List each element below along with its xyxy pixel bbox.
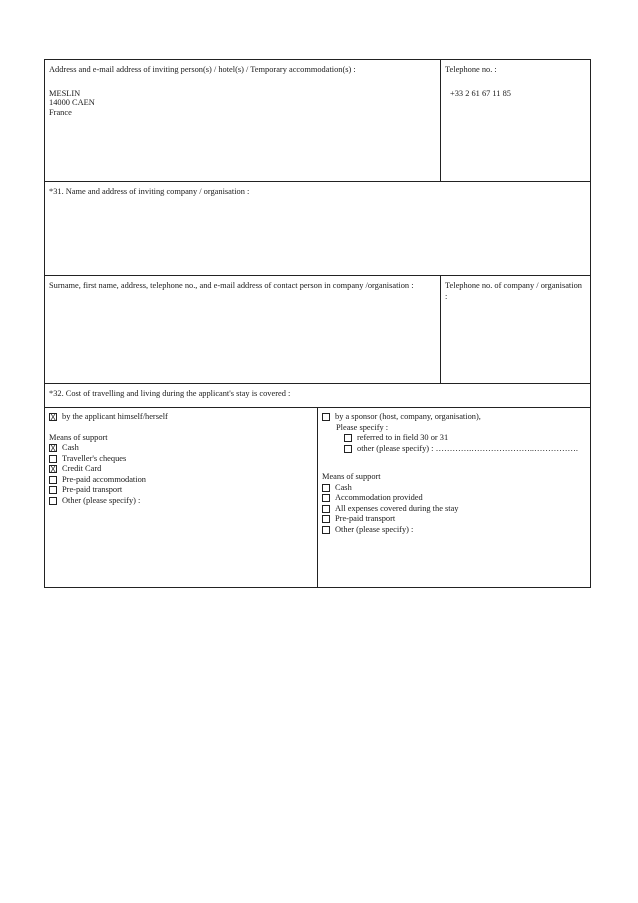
sponsor-means-label: Means of support xyxy=(322,472,381,481)
sponsor-option-other[interactable] xyxy=(322,525,586,536)
checkbox[interactable]: X xyxy=(50,444,56,454)
self-funded-label: by the applicant himself/herself xyxy=(62,412,168,421)
checkbox[interactable] xyxy=(344,445,352,453)
contact-person-label: Surname, first name, address, telephone no., and e-mail address of contact person in company /organisation : xyxy=(49,281,414,290)
option-label: Other (please specify) : xyxy=(335,524,414,534)
sponsor-option-prepaid-transport[interactable] xyxy=(322,514,586,525)
inviting-company-cell[interactable] xyxy=(45,182,590,275)
address-line: France xyxy=(49,107,72,117)
checkbox[interactable] xyxy=(49,486,57,494)
option-label: referred to in field 30 or 31 xyxy=(357,433,449,442)
checkbox[interactable] xyxy=(49,455,57,463)
sponsor-funded-option[interactable] xyxy=(322,412,586,423)
cost-header-row xyxy=(45,384,590,408)
checkbox[interactable] xyxy=(49,497,57,505)
sponsor-specify-other[interactable] xyxy=(322,444,586,455)
option-label: Cash xyxy=(335,482,352,492)
inviting-company-label: *31. Name and address of inviting company / organisation : xyxy=(49,187,250,196)
self-funded-checkbox[interactable]: X xyxy=(50,413,56,423)
inviting-person-row xyxy=(45,60,590,182)
inviting-person-telephone-label: Telephone no. : xyxy=(445,65,497,74)
option-label: Pre-paid transport xyxy=(335,514,396,523)
self-option-credit-card[interactable] xyxy=(49,464,313,475)
sponsor-funded-cell xyxy=(318,408,590,587)
sponsor-option-all-expenses[interactable] xyxy=(322,504,586,515)
option-label: Pre-paid transport xyxy=(62,485,123,494)
self-option-cash[interactable] xyxy=(49,443,313,454)
self-option-other[interactable] xyxy=(49,496,313,507)
sponsor-specify-referred[interactable] xyxy=(322,433,586,444)
checkbox[interactable]: X xyxy=(50,465,56,475)
option-label: other (please specify) : ………….…………………..……………. xyxy=(357,443,578,453)
checkbox[interactable] xyxy=(322,494,330,502)
contact-person-row xyxy=(45,276,590,384)
option-label: Cash xyxy=(62,443,79,452)
inviting-person-address-label: Address and e-mail address of inviting person(s) / hotel(s) / Temporary accommodation(s) : xyxy=(49,65,356,74)
inviting-person-telephone-cell[interactable] xyxy=(441,60,590,181)
inviting-person-telephone-value: +33 2 61 67 11 85 xyxy=(450,88,511,98)
checkbox[interactable] xyxy=(322,484,330,492)
inviting-company-row xyxy=(45,182,590,276)
contact-person-cell[interactable] xyxy=(45,276,441,383)
self-means-label: Means of support xyxy=(49,432,108,442)
self-option-prepaid-accommodation[interactable] xyxy=(49,475,313,486)
sponsor-funded-label: by a sponsor (host, company, organisation), xyxy=(335,412,481,421)
cost-label: *32. Cost of travelling and living during the applicant's stay is covered : xyxy=(49,389,291,398)
option-label: All expenses covered during the stay xyxy=(335,503,459,513)
address-line: MESLIN xyxy=(49,88,81,98)
option-label: Traveller's cheques xyxy=(62,453,127,463)
inviting-person-address-cell[interactable] xyxy=(45,60,441,181)
sponsor-option-accommodation[interactable] xyxy=(322,493,586,504)
company-telephone-cell[interactable] xyxy=(441,276,590,383)
self-funded-option[interactable] xyxy=(49,412,313,423)
address-line: 14000 CAEN xyxy=(49,98,95,108)
cost-header-cell xyxy=(45,384,590,407)
checkbox[interactable] xyxy=(322,526,330,534)
checkbox[interactable] xyxy=(322,515,330,523)
visa-form-section xyxy=(44,59,591,588)
option-label: Pre-paid accommodation xyxy=(62,474,146,484)
inviting-person-address-value xyxy=(49,89,436,118)
cost-options-row xyxy=(45,408,590,587)
option-label: Other (please specify) : xyxy=(62,495,141,505)
checkbox[interactable] xyxy=(344,434,352,442)
checkbox[interactable] xyxy=(322,505,330,513)
option-label: Credit Card xyxy=(62,464,102,473)
self-option-travellers-cheques[interactable] xyxy=(49,454,313,465)
checkbox[interactable] xyxy=(49,476,57,484)
company-telephone-label: Telephone no. of company / organisation : xyxy=(445,281,582,301)
self-option-prepaid-transport[interactable] xyxy=(49,485,313,496)
self-funded-cell xyxy=(45,408,318,587)
option-label: Accommodation provided xyxy=(335,493,423,502)
sponsor-option-cash[interactable] xyxy=(322,483,586,494)
sponsor-funded-checkbox[interactable] xyxy=(322,413,330,421)
sponsor-specify-label: Please specify : xyxy=(336,422,389,432)
